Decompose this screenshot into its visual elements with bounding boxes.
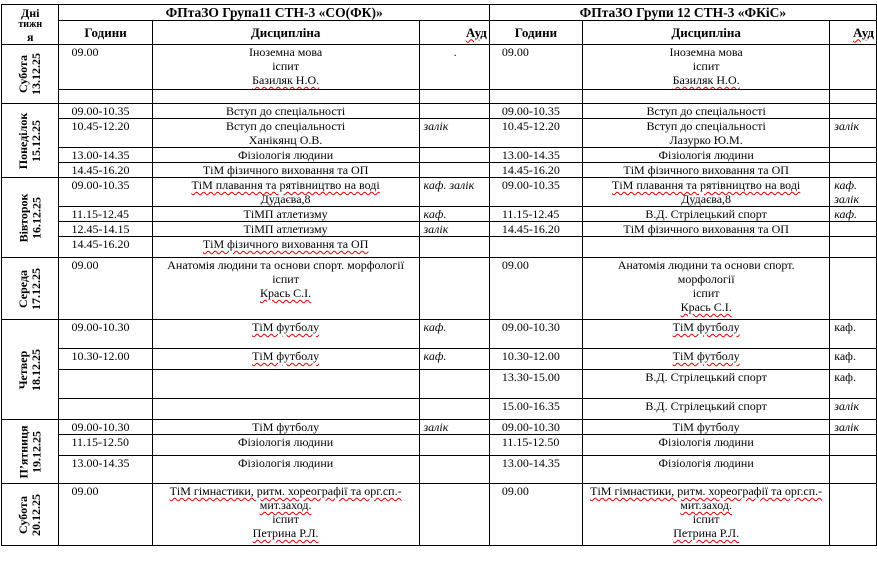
- right-discipline-cell: [583, 435, 830, 456]
- left-time-cell: 09.00-10.30: [59, 420, 152, 435]
- days-label-line-3: я: [26, 29, 34, 44]
- right-discipline-line: ТіМ фізичного виховання та ОП: [623, 163, 789, 177]
- column-header-row: [2, 21, 877, 45]
- right-time-cell: 10.30-12.00: [489, 349, 582, 370]
- table-row: [2, 119, 877, 148]
- right-discipline-line: ТіМ фізичного виховання та ОП: [623, 222, 789, 236]
- right-time-cell: 09.00: [489, 45, 582, 90]
- left-discipline-line: ТіМ гімнастики, ритм. хореографії та орг.сп.-: [169, 484, 402, 498]
- right-room-cell: залік: [830, 399, 877, 420]
- right-discipline-cell: [583, 104, 830, 119]
- left-discipline-line: Фізіологія людини: [237, 435, 334, 449]
- group2-title: ФПтаЗО Групи 12 СТН-3 «ФКіС»: [489, 5, 876, 21]
- left-discipline-line: Крась С.І.: [260, 286, 312, 300]
- room-header-left-text: Ауд: [465, 24, 487, 40]
- left-room-cell: [419, 435, 489, 456]
- days-label-line-1: Дні: [20, 5, 40, 20]
- left-discipline-line: іспит: [272, 59, 299, 73]
- right-time-cell: 13.30-15.00: [489, 370, 582, 399]
- left-discipline-line: ТіМ футболу: [252, 420, 320, 434]
- right-discipline-cell: [583, 320, 830, 349]
- right-room-cell: [830, 148, 877, 163]
- table-row: [2, 222, 877, 237]
- left-discipline-cell: [152, 420, 419, 435]
- right-time-cell: 13.00-14.35: [489, 456, 582, 484]
- left-time-cell: 09.00: [59, 484, 152, 546]
- right-room-cell: [830, 45, 877, 90]
- right-discipline-line: В.Д. Стрілецький спорт: [645, 370, 767, 384]
- left-discipline-cell: [152, 456, 419, 484]
- right-time-cell: 09.00: [489, 258, 582, 320]
- right-time-cell: [489, 90, 582, 104]
- left-discipline-line: Дудаєва,8: [260, 192, 311, 206]
- days-label-line-2: тижн: [18, 18, 43, 30]
- right-room-cell: [830, 237, 877, 258]
- left-room-cell: каф.: [419, 349, 489, 370]
- left-discipline-line: Петрина Р.Л.: [252, 526, 319, 540]
- right-discipline-line: ТіМ плавання та рятівництво на воді: [612, 178, 801, 192]
- left-time-cell: [59, 370, 152, 399]
- left-discipline-line: іспит: [272, 272, 299, 286]
- left-room-cell: [419, 399, 489, 420]
- table-row: [2, 163, 877, 178]
- table-row: [2, 104, 877, 119]
- right-discipline-cell: [583, 370, 830, 399]
- day-name: Субота: [16, 495, 31, 534]
- right-room-cell: [830, 163, 877, 178]
- right-room-cell: каф.: [830, 320, 877, 349]
- left-discipline-cell: [152, 320, 419, 349]
- left-time-cell: 10.30-12.00: [59, 349, 152, 370]
- left-discipline-cell: [152, 148, 419, 163]
- hours-header-right: Години: [489, 21, 582, 45]
- right-discipline-line: іспит: [692, 512, 720, 526]
- table-row: [2, 90, 877, 104]
- left-discipline-line: ТіМП атлетизму: [243, 222, 328, 236]
- day-date: 20.12.25: [29, 493, 44, 536]
- right-discipline-cell: [583, 163, 830, 178]
- right-discipline-cell: [583, 222, 830, 237]
- right-discipline-line: Вступ до спеціальності: [646, 104, 766, 118]
- left-time-cell: 12.45-14.15: [59, 222, 152, 237]
- left-discipline-cell: [152, 163, 419, 178]
- table-row: [2, 370, 877, 399]
- right-room-cell: [830, 258, 877, 320]
- right-discipline-line: Фізіологія людини: [658, 148, 754, 162]
- right-discipline-line: В.Д. Стрілецький спорт: [645, 207, 767, 221]
- left-discipline-cell: [152, 104, 419, 119]
- right-discipline-line: Крась С.І.: [680, 300, 732, 314]
- left-time-cell: [59, 399, 152, 420]
- left-discipline-line: ТіМ фізичного виховання та ОП: [202, 237, 369, 251]
- left-room-cell: [419, 90, 489, 104]
- group-header-row: [2, 5, 877, 21]
- right-room-cell: каф.: [830, 370, 877, 399]
- right-time-cell: 09.00-10.35: [489, 104, 582, 119]
- day-date: 19.12.25: [29, 430, 44, 473]
- right-discipline-line: Лазурко Ю.М.: [669, 133, 743, 147]
- right-discipline-cell: [583, 399, 830, 420]
- left-discipline-line: іспит: [272, 512, 299, 526]
- left-room-cell: каф.: [419, 320, 489, 349]
- right-room-cell: [830, 435, 877, 456]
- left-time-cell: 09.00-10.35: [59, 178, 152, 207]
- right-discipline-cell: [583, 258, 830, 320]
- right-time-cell: 09.00: [489, 484, 582, 546]
- right-discipline-line: Фізіологія людини: [658, 456, 754, 470]
- table-row: [2, 258, 877, 320]
- day-label: [17, 268, 43, 310]
- right-discipline-line: морфології: [677, 272, 735, 286]
- left-time-cell: 09.00-10.35: [59, 104, 152, 119]
- table-row: [2, 484, 877, 546]
- right-discipline-line: мит.заход.: [680, 498, 732, 512]
- left-discipline-cell: [152, 435, 419, 456]
- left-discipline-line: мит.заход.: [259, 498, 312, 512]
- right-time-cell: 09.00-10.35: [489, 178, 582, 207]
- left-discipline-line: Вступ до спеціальності: [225, 104, 346, 118]
- table-row: [2, 320, 877, 349]
- table-row: [2, 399, 877, 420]
- left-room-cell: [419, 104, 489, 119]
- day-date: 15.12.25: [29, 119, 44, 162]
- left-room-cell: [419, 456, 489, 484]
- left-room-cell: [419, 370, 489, 399]
- left-time-cell: 09.00-10.30: [59, 320, 152, 349]
- right-discipline-line: ТіМ футболу: [672, 420, 740, 434]
- day-cell: [2, 320, 59, 420]
- day-date: 18.12.25: [29, 348, 44, 391]
- table-row: [2, 148, 877, 163]
- left-room-cell: каф.: [419, 207, 489, 222]
- left-room-cell: [419, 148, 489, 163]
- day-label: [17, 112, 43, 168]
- table-row: [2, 349, 877, 370]
- right-time-cell: 09.00-10.30: [489, 420, 582, 435]
- right-room-cell: залік: [830, 420, 877, 435]
- day-name: Субота: [16, 55, 31, 93]
- right-discipline-line: ТіМ гімнастики, ритм. хореографії та орг.сп.-: [590, 484, 823, 498]
- right-time-cell: [489, 237, 582, 258]
- right-discipline-cell: [583, 148, 830, 163]
- right-discipline-line: іспит: [692, 59, 720, 73]
- right-room-cell: каф.: [830, 207, 877, 222]
- group1-title: ФПтаЗО Група11 СТН-3 «СО(ФК)»: [59, 5, 489, 21]
- day-label: [17, 349, 43, 391]
- table-row: [2, 45, 877, 90]
- right-discipline-line: Петрина Р.Л.: [673, 526, 740, 540]
- room-header-right-text: Ауд: [853, 24, 874, 40]
- right-time-cell: 14.45-16.20: [489, 163, 582, 178]
- day-name: Середа: [16, 269, 31, 308]
- left-time-cell: 14.45-16.20: [59, 163, 152, 178]
- right-discipline-line: Фізіологія людини: [658, 435, 754, 449]
- day-cell: [2, 45, 59, 104]
- left-room-cell: [419, 258, 489, 320]
- left-discipline-cell: [152, 399, 419, 420]
- left-discipline-cell: [152, 207, 419, 222]
- right-time-cell: 11.15-12.50: [489, 435, 582, 456]
- left-discipline-line: ТіМ футболу: [252, 320, 320, 334]
- left-room-cell: каф. залік: [419, 178, 489, 207]
- left-discipline-cell: [152, 90, 419, 104]
- left-time-cell: 11.15-12.50: [59, 435, 152, 456]
- left-discipline-line: ТіМ плавання та рятівництво на воді: [191, 178, 380, 192]
- day-label: [17, 494, 43, 536]
- left-discipline-cell: [152, 349, 419, 370]
- right-discipline-line: ТіМ футболу: [672, 320, 740, 334]
- left-discipline-line: Фізіологія людини: [237, 456, 334, 470]
- right-time-cell: 11.15-12.45: [489, 207, 582, 222]
- right-discipline-cell: [583, 484, 830, 546]
- right-discipline-cell: [583, 420, 830, 435]
- right-room-cell: каф. залік: [830, 178, 877, 207]
- day-name: Четвер: [16, 350, 31, 389]
- table-row: [2, 178, 877, 207]
- left-room-cell: [419, 163, 489, 178]
- left-room-cell: залік: [419, 119, 489, 148]
- right-discipline-line: Анатомія людини та основи спорт.: [617, 258, 795, 272]
- right-room-cell: [830, 484, 877, 546]
- table-row: [2, 435, 877, 456]
- right-room-cell: залік: [830, 119, 877, 148]
- day-date: 17.12.25: [29, 267, 44, 310]
- left-discipline-line: Ханікянц О.В.: [248, 133, 323, 147]
- left-discipline-line: Базиляк Н.О.: [252, 73, 320, 87]
- day-name: Понеділок: [16, 112, 31, 169]
- left-discipline-cell: [152, 484, 419, 546]
- table-row: [2, 420, 877, 435]
- left-discipline-line: Вступ до спеціальності: [225, 119, 346, 133]
- right-discipline-cell: [583, 90, 830, 104]
- table-row: [2, 207, 877, 222]
- left-time-cell: 11.15-12.45: [59, 207, 152, 222]
- right-discipline-line: іспит: [692, 286, 720, 300]
- day-name: П’ятниця: [16, 425, 31, 478]
- day-cell: [2, 420, 59, 484]
- left-time-cell: 09.00: [59, 45, 152, 90]
- right-discipline-line: Вступ до спеціальності: [646, 119, 766, 133]
- left-time-cell: 14.45-16.20: [59, 237, 152, 258]
- day-label: [17, 193, 43, 242]
- day-name: Вівторок: [16, 193, 31, 242]
- right-room-cell: [830, 222, 877, 237]
- left-room-cell: .: [419, 45, 489, 90]
- hours-header-left: Години: [59, 21, 152, 45]
- left-discipline-line: Анатомія людини та основи спорт. морфології: [167, 258, 404, 272]
- left-discipline-line: ТіМП атлетизму: [243, 207, 328, 221]
- left-time-cell: 09.00: [59, 258, 152, 320]
- day-label: [17, 425, 43, 478]
- right-discipline-cell: [583, 207, 830, 222]
- schedule-table: [1, 4, 877, 546]
- right-discipline-cell: [583, 178, 830, 207]
- left-room-cell: [419, 237, 489, 258]
- discipline-header-right: Дисципліна: [583, 21, 830, 45]
- left-discipline-cell: [152, 178, 419, 207]
- left-room-cell: [419, 484, 489, 546]
- right-discipline-line: В.Д. Стрілецький спорт: [645, 399, 767, 413]
- left-discipline-line: Іноземна мова: [248, 45, 323, 59]
- left-time-cell: [59, 90, 152, 104]
- day-date: 16.12.25: [29, 196, 44, 239]
- left-time-cell: 13.00-14.35: [59, 148, 152, 163]
- right-time-cell: 14.45-16.20: [489, 222, 582, 237]
- left-time-cell: 10.45-12.20: [59, 119, 152, 148]
- right-discipline-cell: [583, 456, 830, 484]
- right-time-cell: 09.00-10.30: [489, 320, 582, 349]
- right-discipline-line: ТіМ футболу: [672, 349, 740, 363]
- table-row: [2, 237, 877, 258]
- left-discipline-cell: [152, 45, 419, 90]
- right-discipline-line: Дудаєва,8: [681, 192, 732, 206]
- day-date: 13.12.25: [29, 53, 44, 95]
- right-discipline-cell: [583, 45, 830, 90]
- discipline-header-left: Дисципліна: [152, 21, 419, 45]
- right-time-cell: 10.45-12.20: [489, 119, 582, 148]
- left-discipline-line: ТіМ футболу: [252, 349, 320, 363]
- right-discipline-line: Базиляк Н.О.: [672, 73, 740, 87]
- days-column-header: [2, 5, 59, 45]
- day-cell: [2, 484, 59, 546]
- day-cell: [2, 104, 59, 178]
- left-room-cell: залік: [419, 420, 489, 435]
- room-header-right: [830, 21, 877, 45]
- left-discipline-cell: [152, 119, 419, 148]
- left-discipline-line: Фізіологія людини: [237, 148, 334, 162]
- right-discipline-cell: [583, 119, 830, 148]
- right-room-cell: [830, 90, 877, 104]
- right-room-cell: [830, 456, 877, 484]
- day-cell: [2, 258, 59, 320]
- right-discipline-cell: [583, 237, 830, 258]
- left-discipline-line: ТіМ фізичного виховання та ОП: [202, 163, 369, 177]
- room-header-left: [419, 21, 489, 45]
- left-discipline-cell: [152, 222, 419, 237]
- left-discipline-cell: [152, 237, 419, 258]
- left-discipline-cell: [152, 370, 419, 399]
- right-room-cell: каф.: [830, 349, 877, 370]
- left-discipline-cell: [152, 258, 419, 320]
- right-time-cell: 13.00-14.35: [489, 148, 582, 163]
- right-discipline-line: Іноземна мова: [669, 45, 743, 59]
- right-time-cell: 15.00-16.35: [489, 399, 582, 420]
- right-discipline-cell: [583, 349, 830, 370]
- table-row: [2, 456, 877, 484]
- left-room-cell: залік: [419, 222, 489, 237]
- right-room-cell: [830, 104, 877, 119]
- day-cell: [2, 178, 59, 258]
- day-label: [17, 53, 43, 95]
- left-time-cell: 13.00-14.35: [59, 456, 152, 484]
